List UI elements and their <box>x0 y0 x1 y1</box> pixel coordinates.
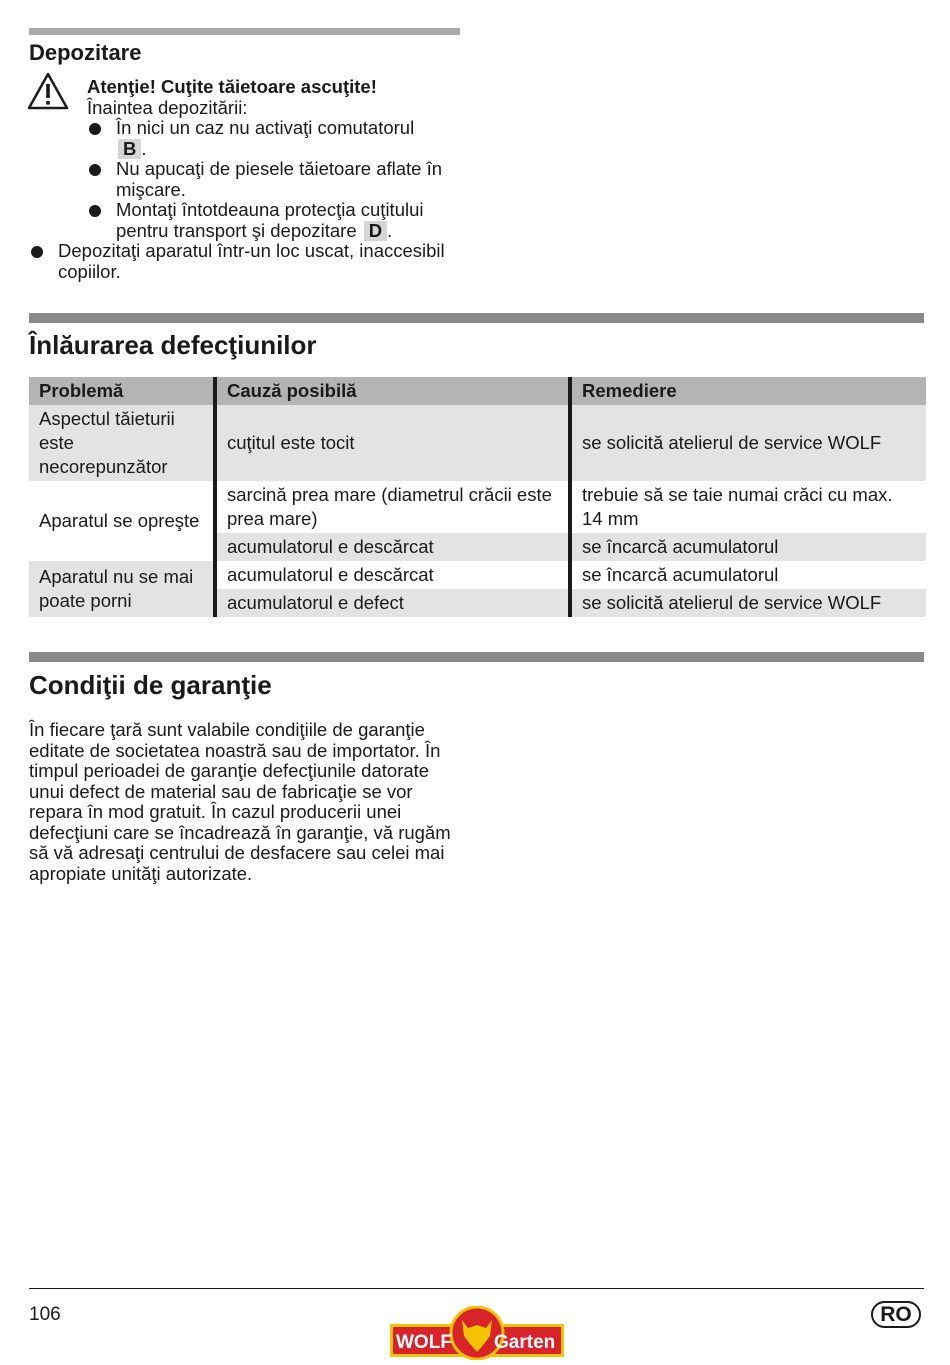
ref-badge-b: B <box>118 139 141 159</box>
cell-cause: acumulatorul e descărcat <box>215 533 570 561</box>
cell-remedy: se încarcă acumulatorul <box>570 561 926 589</box>
wolf-garten-logo <box>390 1306 564 1360</box>
footer-rule <box>29 1288 924 1289</box>
cell-cause: acumulatorul e defect <box>215 589 570 617</box>
table-row <box>29 481 926 533</box>
troubleshooting-title: Înlăurarea defecţiunilor <box>29 330 317 360</box>
cell-problem: Aparatul nu se mai poate porni <box>29 561 215 617</box>
warranty-rule <box>29 652 924 662</box>
table-header-row <box>29 377 926 405</box>
warranty-text: În fiecare ţară sunt valabile condiţiile de garanţie editate de societatea noastră sau de importator. În timpul perioadei de garanţie defecţiunile datorate unui defect de material sau de fabricaţie se vor repara în mod gratuit. În cazul producerii unei defecţiuni care se încadrează în garanţie, vă rugăm să vă adresaţi centrului de desfacere sau celei mai apropiate unităţi autorizate. <box>29 719 451 884</box>
storage-intro: Înaintea depozitării: <box>87 96 248 118</box>
cell-remedy: trebuie să se taie numai crăci cu max. 14 mm <box>570 481 926 533</box>
list-item: Montaţi întotdeauna protecţia cuţitului pentru transport şi depozitare D . <box>87 200 467 241</box>
warning-icon <box>27 72 69 110</box>
list-item: Nu apucaţi de piesele tăietoare aflate în mişcare. <box>87 159 467 200</box>
warranty-title: Condiţii de garanţie <box>29 670 272 700</box>
cell-problem: Aparatul se opreşte <box>29 481 215 561</box>
col-header-cause: Cauză posibilă <box>215 377 570 405</box>
storage-top-rule <box>29 28 460 35</box>
logo-text-garten: Garten <box>494 1332 556 1353</box>
cell-cause: acumulatorul e descărcat <box>215 561 570 589</box>
storage-outer-list <box>29 241 459 282</box>
col-header-problem: Problemă <box>29 377 215 405</box>
cell-cause: sarcină prea mare (diametrul crăcii este prea mare) <box>215 481 570 533</box>
storage-title: Depozitare <box>29 40 142 65</box>
page-number: 106 <box>29 1304 61 1325</box>
cell-remedy: se încarcă acumulatorul <box>570 533 926 561</box>
troubleshooting-rule <box>29 313 924 323</box>
cell-remedy: se solicită atelierul de service WOLF <box>570 405 926 481</box>
list-item: Depozitaţi aparatul într-un loc uscat, inaccesibil copiilor. <box>29 241 459 282</box>
cell-cause: cuţitul este tocit <box>215 405 570 481</box>
storage-list <box>87 118 467 241</box>
logo-text-wolf: WOLF <box>396 1332 452 1353</box>
storage-warning <box>87 77 467 241</box>
cell-problem: Aspectul tăieturii este necorepunzător <box>29 405 215 481</box>
table-row <box>29 405 926 481</box>
table-row <box>29 561 926 589</box>
ref-badge-d: D <box>364 221 387 241</box>
language-badge: RO <box>871 1301 921 1328</box>
troubleshooting-table <box>29 377 926 617</box>
warning-title: Atenţie! Cuţite tăietoare ascuţite! <box>87 76 377 97</box>
cell-remedy: se solicită atelierul de service WOLF <box>570 589 926 617</box>
list-item: În nici un caz nu activaţi comutatorul B . <box>87 118 467 159</box>
col-header-remedy: Remediere <box>570 377 926 405</box>
